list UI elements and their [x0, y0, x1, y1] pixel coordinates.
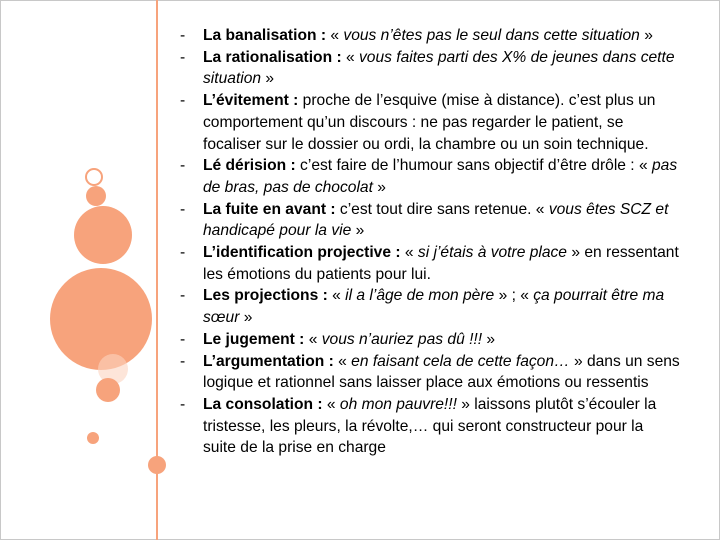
- list-item: [180, 329, 680, 351]
- bullet-dash: -: [180, 200, 186, 218]
- list-item: [180, 47, 680, 90]
- item-term: L’argumentation :: [203, 352, 334, 370]
- item-term: L’identification projective :: [203, 244, 401, 262]
- bullet-dash: -: [180, 48, 186, 66]
- bullet-dash: -: [180, 244, 186, 262]
- bullet-dash: -: [180, 27, 186, 44]
- decorative-circle-medium: [74, 206, 132, 264]
- list-item: [180, 25, 680, 47]
- item-text: «: [333, 352, 352, 370]
- item-quote: vous faites parti des X% de jeunes dans cette situation: [203, 48, 675, 88]
- item-text: «: [327, 287, 346, 305]
- item-text: proche de l’esquive (mise à distance). c’est plus un comportement qu’un discours : ne pas regarder le patient, se focaliser sur le dossier ou ordi, la chambre ou un soin technique.: [203, 92, 656, 153]
- item-term: La banalisation :: [203, 27, 327, 44]
- item-term: La fuite en avant :: [203, 200, 336, 218]
- list-item: [180, 394, 680, 459]
- item-text: » laissons plutôt s’écouler la tristesse, les pleurs, la révolte,… qui seront constructeur pour la suite de la prise en charge: [203, 395, 657, 457]
- item-text: c’est faire de l’humour sans objectif d’être drôle : «: [295, 157, 652, 175]
- item-quote: vous êtes SCZ et handicapé pour la vie: [203, 200, 669, 240]
- decorative-circle-small: [86, 186, 106, 206]
- list-item: [180, 90, 680, 155]
- item-term: L’évitement :: [203, 92, 299, 110]
- list-item: [180, 285, 680, 328]
- item-term: Les projections :: [203, 287, 328, 305]
- item-quote: vous n’auriez pas dû !!!: [321, 330, 483, 348]
- bullet-dash: -: [180, 92, 186, 110]
- item-text: »: [372, 178, 386, 196]
- decorative-circle-tiny: [87, 432, 99, 444]
- item-term: La rationalisation :: [203, 48, 342, 66]
- item-text: »: [639, 27, 653, 44]
- item-text: »: [261, 70, 275, 88]
- item-text: »: [351, 222, 365, 240]
- item-text: «: [304, 330, 322, 348]
- list-item: [180, 242, 680, 285]
- list-item: [180, 351, 680, 394]
- item-text: »: [482, 330, 496, 348]
- bullet-dash: -: [180, 352, 186, 370]
- decorative-circle-large: [50, 268, 152, 370]
- item-quote: si j’étais à votre place: [417, 244, 567, 262]
- decorative-line-dot: [148, 456, 166, 474]
- item-quote: en faisant cela de cette façon…: [351, 352, 570, 370]
- decorative-circle-lower: [96, 378, 120, 402]
- item-quote: pas de bras, pas de chocolat: [203, 157, 678, 196]
- list-item: [180, 155, 680, 198]
- item-term: Lé dérision :: [203, 157, 296, 175]
- item-text: » dans un sens logique et rationnel sans laisser place aux émotions ou ressentis: [203, 352, 680, 392]
- item-quote: ça pourrait être ma sœur: [203, 287, 665, 327]
- item-quote: oh mon pauvre!!!: [339, 395, 457, 413]
- item-text: » ; «: [494, 287, 534, 305]
- item-text: »: [239, 309, 253, 327]
- bullet-dash: -: [180, 287, 186, 305]
- list-item: [180, 199, 680, 242]
- item-text: » en ressentant les émotions du patients pour lui.: [203, 244, 679, 283]
- defense-mechanisms-list: [180, 25, 680, 459]
- bullet-dash: -: [180, 395, 186, 413]
- item-text: «: [341, 48, 359, 66]
- item-text: «: [322, 395, 340, 413]
- item-quote: vous n’êtes pas le seul dans cette situation: [343, 27, 640, 44]
- bullet-dash: -: [180, 330, 186, 348]
- bullet-dash: -: [180, 157, 186, 175]
- item-text: «: [326, 27, 344, 44]
- item-quote: il a l’âge de mon père: [345, 287, 495, 305]
- decorative-ring: [85, 168, 103, 186]
- item-term: Le jugement :: [203, 330, 305, 348]
- item-text: «: [400, 244, 418, 262]
- item-text: c’est tout dire sans retenue. «: [335, 200, 549, 218]
- item-term: La consolation :: [203, 395, 323, 413]
